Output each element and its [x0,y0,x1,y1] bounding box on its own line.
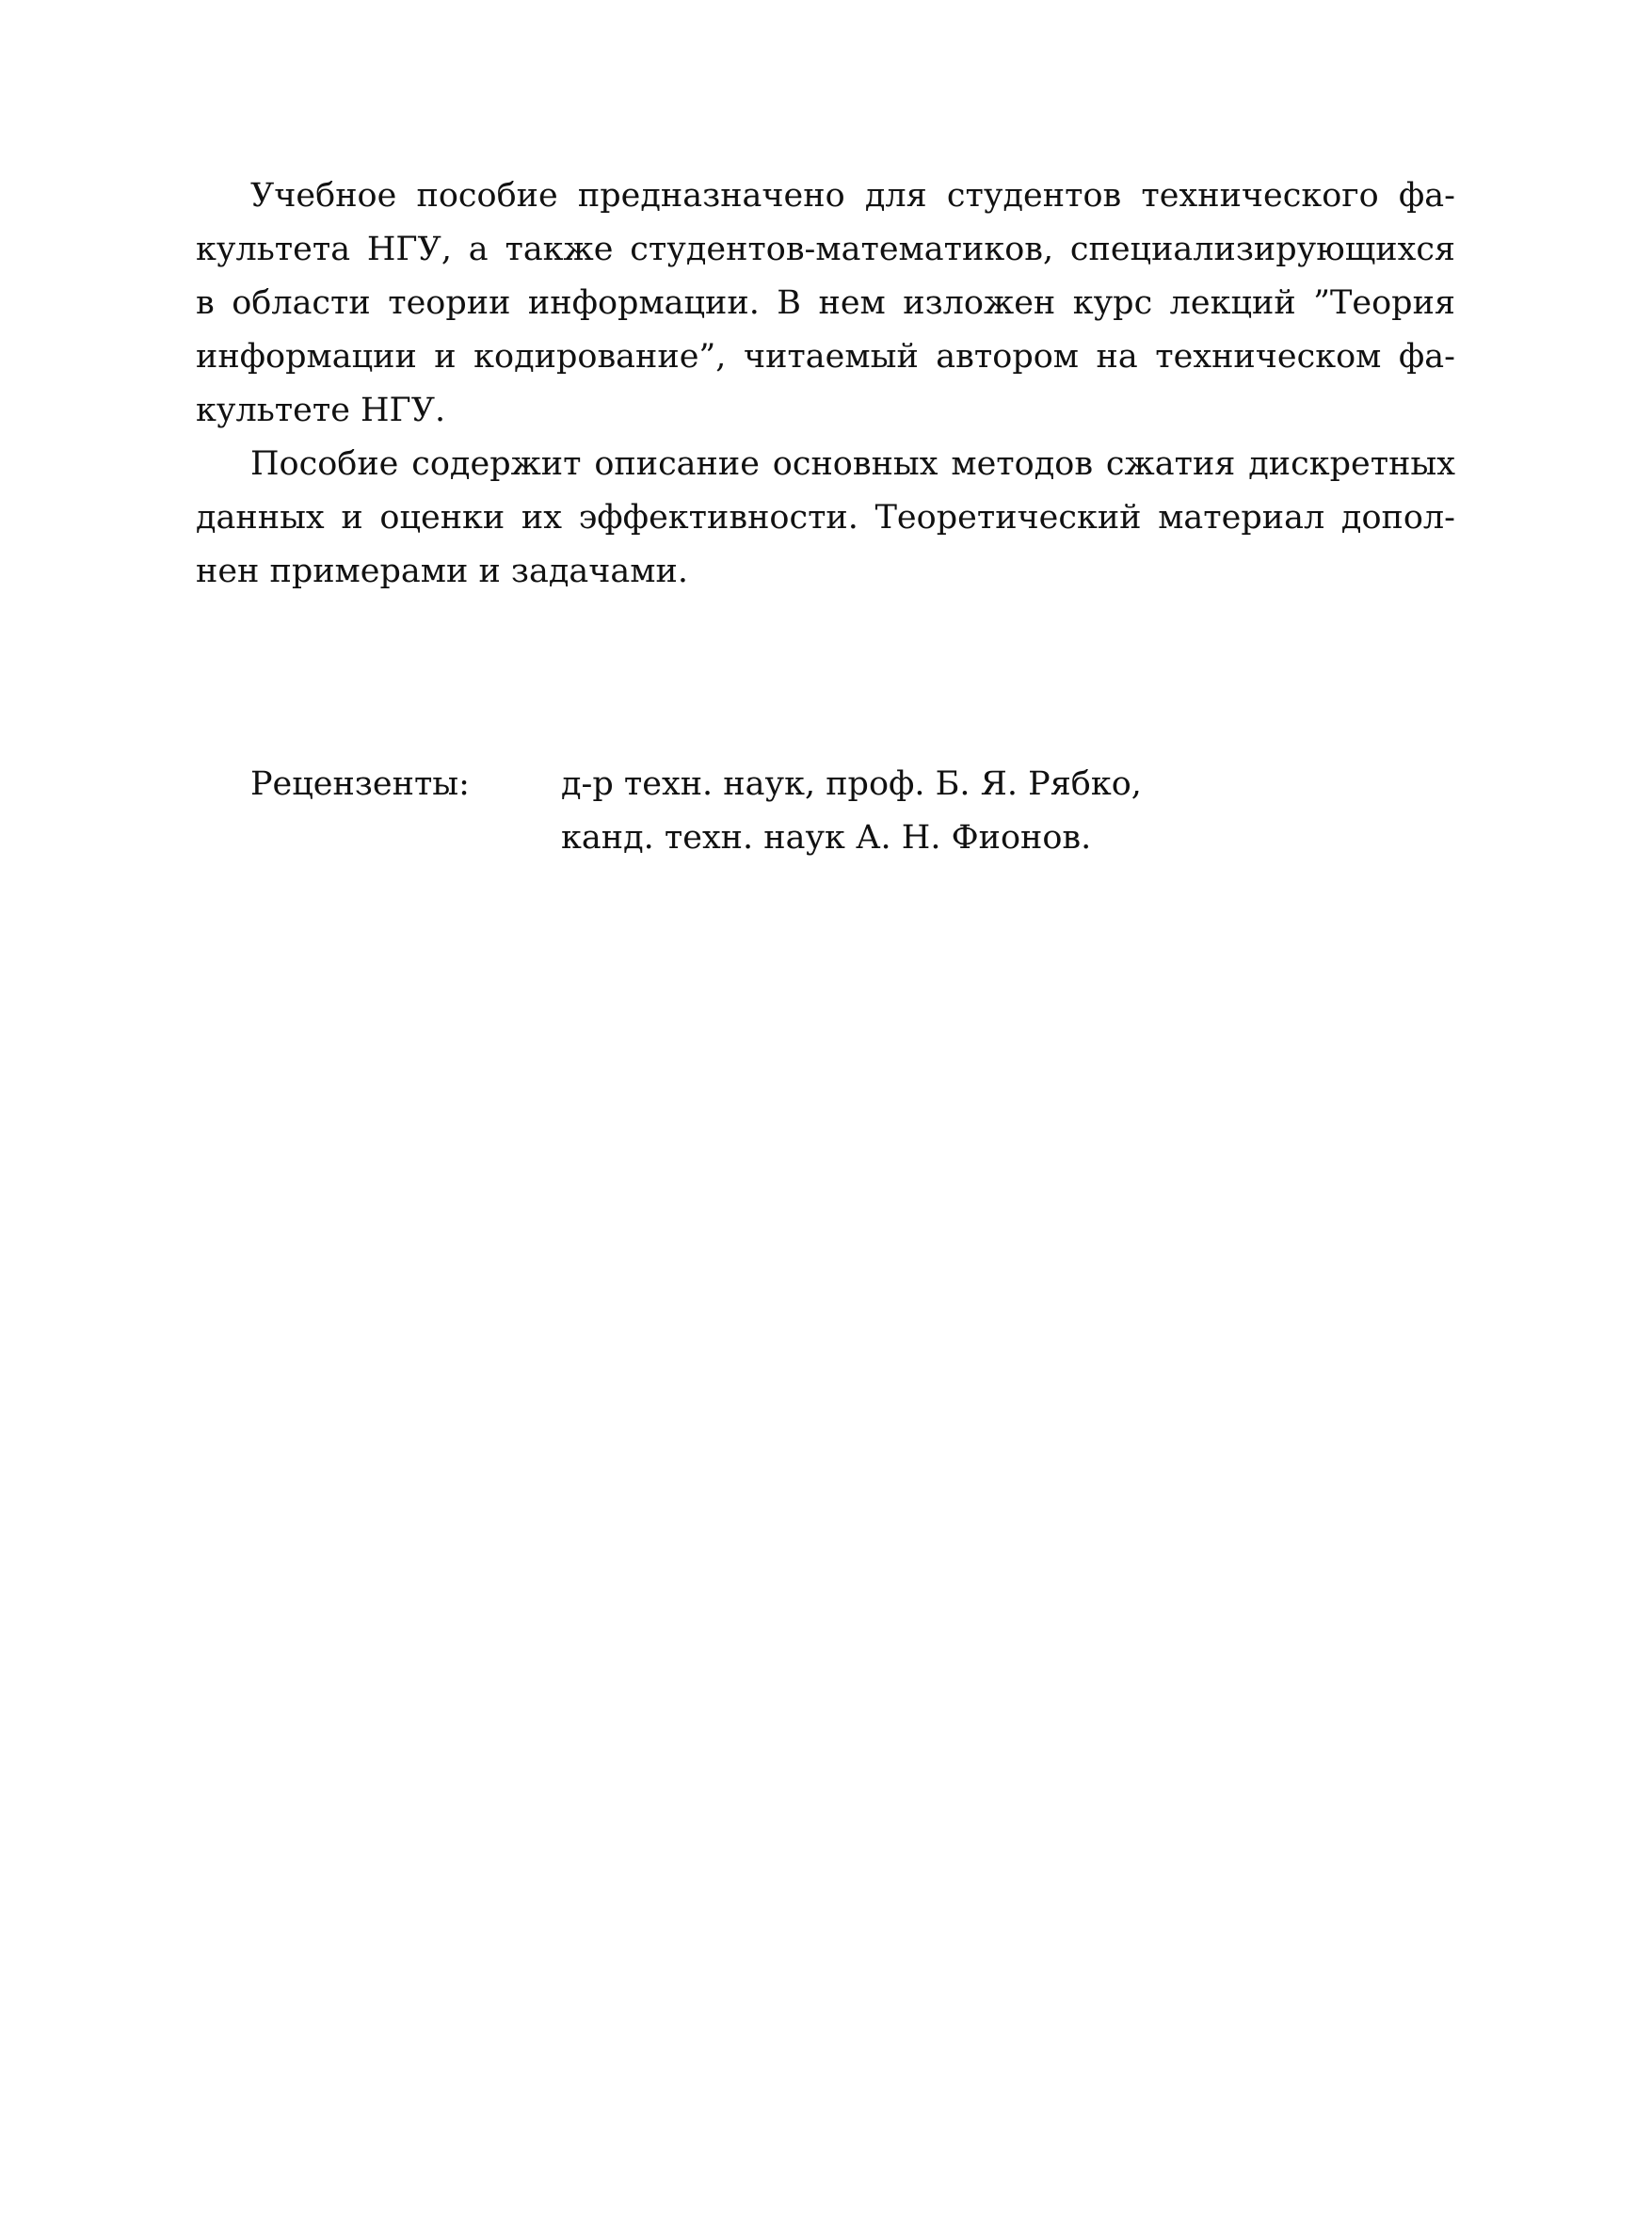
paragraph-1-line-5: культете НГУ. [196,392,446,429]
paragraph-1-line-2: культета НГУ, а также студентов-математиков, специализирующихся [196,231,1455,268]
paragraph-2-line-3: нен примерами и задачами. [196,553,688,590]
reviewer-1: д-р техн. наук, проф. Б. Я. Рябко, [561,765,1142,803]
reviewer-2: канд. техн. наук А. Н. Фионов. [561,819,1092,857]
paragraph-1-line-4: информации и кодирование”, читаемый автором на техническом фа- [196,338,1455,376]
paragraph-2-line-1: Пособие содержит описание основных методов сжатия дискретных [250,445,1455,483]
reviewers-label: Рецензенты: [250,765,470,803]
paragraph-1-line-1: Учебное пособие предназначено для студентов технического фа- [250,177,1455,215]
paragraph-1-line-3: в области теории информации. В нем изложен курс лекций ”Теория [196,284,1455,322]
reviewers-names [561,758,1142,865]
paragraph-2-line-2: данных и оценки их эффективности. Теоретический материал допол- [196,499,1455,537]
abstract-text [196,169,1455,599]
